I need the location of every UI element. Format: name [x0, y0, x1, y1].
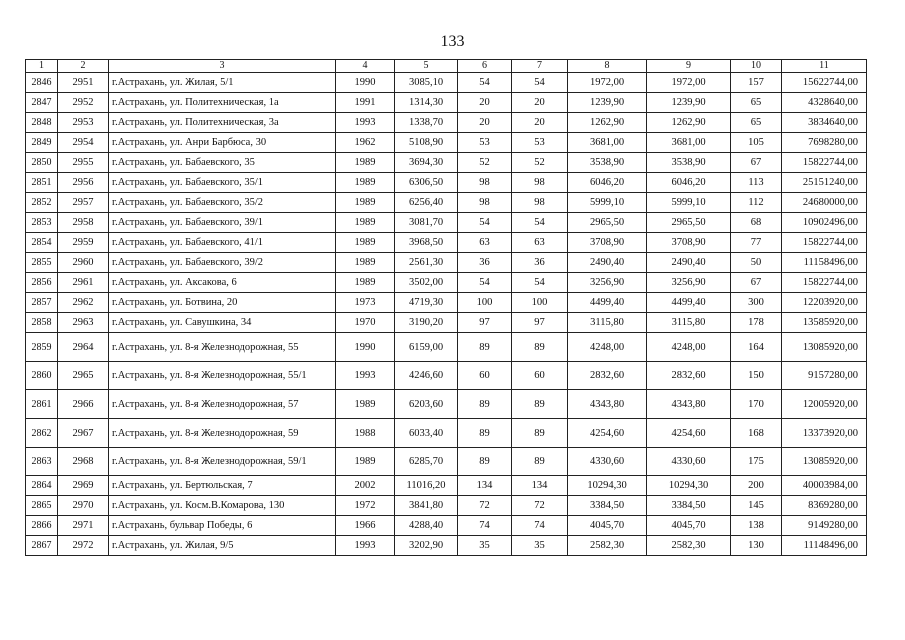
table-cell-col-8: 2582,30	[568, 536, 647, 556]
table-cell-col-4: 1989	[336, 193, 395, 213]
table-cell-col-6: 60	[458, 362, 512, 390]
table-cell-col-9: 3115,80	[647, 313, 731, 333]
housing-register-table	[25, 59, 867, 556]
table-cell-col-11: 40003984,00	[782, 476, 867, 496]
table-cell-col-10: 157	[731, 73, 782, 93]
table-cell-col-7: 89	[512, 390, 568, 419]
table-cell-col-8: 4045,70	[568, 516, 647, 536]
table-cell-col-6: 89	[458, 419, 512, 448]
table-cell-col-1: 2849	[26, 133, 58, 153]
table-cell-col-5: 3190,20	[395, 313, 458, 333]
table-cell-col-11: 9149280,00	[782, 516, 867, 536]
table-cell-col-1: 2854	[26, 233, 58, 253]
table-cell-col-1: 2847	[26, 93, 58, 113]
table-cell-col-6: 89	[458, 390, 512, 419]
table-cell-col-4: 1970	[336, 313, 395, 333]
table-cell-col-10: 178	[731, 313, 782, 333]
table-cell-col-2: 2968	[58, 448, 109, 476]
table-row	[26, 496, 867, 516]
table-cell-col-10: 300	[731, 293, 782, 313]
table-cell-col-4: 1989	[336, 273, 395, 293]
table-cell-col-7: 20	[512, 113, 568, 133]
table-cell-col-2: 2960	[58, 253, 109, 273]
table-cell-col-5: 4719,30	[395, 293, 458, 313]
table-cell-col-7: 89	[512, 419, 568, 448]
table-cell-col-9: 2965,50	[647, 213, 731, 233]
table-cell-col-9: 3256,90	[647, 273, 731, 293]
table-cell-col-10: 175	[731, 448, 782, 476]
table-cell-col-1: 2864	[26, 476, 58, 496]
table-cell-col-5: 3841,80	[395, 496, 458, 516]
table-cell-col-1: 2858	[26, 313, 58, 333]
table-row	[26, 362, 867, 390]
table-cell-col-7: 98	[512, 173, 568, 193]
table-cell-col-4: 1966	[336, 516, 395, 536]
column-header-9: 9	[647, 60, 731, 73]
table-cell-col-10: 170	[731, 390, 782, 419]
table-cell-col-5: 5108,90	[395, 133, 458, 153]
table-cell-col-7: 60	[512, 362, 568, 390]
table-row	[26, 516, 867, 536]
table-cell-col-5: 6033,40	[395, 419, 458, 448]
table-cell-col-9: 3384,50	[647, 496, 731, 516]
table-cell-col-2: 2966	[58, 390, 109, 419]
table-row	[26, 536, 867, 556]
table-row	[26, 113, 867, 133]
table-cell-col-10: 200	[731, 476, 782, 496]
table-cell-col-6: 74	[458, 516, 512, 536]
table-cell-col-6: 98	[458, 193, 512, 213]
table-cell-col-9: 4254,60	[647, 419, 731, 448]
table-cell-col-4: 1962	[336, 133, 395, 153]
table-cell-col-11: 3834640,00	[782, 113, 867, 133]
table-cell-col-7: 35	[512, 536, 568, 556]
table-cell-col-9: 3681,00	[647, 133, 731, 153]
column-header-7: 7	[512, 60, 568, 73]
table-cell-col-3: г.Астрахань, ул. Анри Барбюса, 30	[109, 133, 336, 153]
table-cell-col-8: 3256,90	[568, 273, 647, 293]
table-cell-col-6: 72	[458, 496, 512, 516]
table-cell-col-4: 1993	[336, 362, 395, 390]
table-row	[26, 253, 867, 273]
table-row	[26, 153, 867, 173]
table-cell-col-10: 65	[731, 113, 782, 133]
table-cell-col-3: г.Астрахань, ул. Жилая, 9/5	[109, 536, 336, 556]
table-cell-col-5: 4288,40	[395, 516, 458, 536]
table-row	[26, 173, 867, 193]
table-cell-col-2: 2967	[58, 419, 109, 448]
table-cell-col-8: 2965,50	[568, 213, 647, 233]
table-cell-col-7: 54	[512, 273, 568, 293]
table-cell-col-5: 6256,40	[395, 193, 458, 213]
table-cell-col-4: 1973	[336, 293, 395, 313]
table-cell-col-10: 112	[731, 193, 782, 213]
table-cell-col-3: г.Астрахань, ул. Бабаевского, 35/2	[109, 193, 336, 213]
table-cell-col-6: 20	[458, 113, 512, 133]
table-cell-col-9: 3708,90	[647, 233, 731, 253]
table-cell-col-2: 2958	[58, 213, 109, 233]
table-cell-col-6: 20	[458, 93, 512, 113]
table-cell-col-4: 1989	[336, 213, 395, 233]
table-cell-col-4: 2002	[336, 476, 395, 496]
table-cell-col-4: 1990	[336, 73, 395, 93]
table-cell-col-2: 2969	[58, 476, 109, 496]
table-cell-col-7: 63	[512, 233, 568, 253]
table-cell-col-4: 1989	[336, 390, 395, 419]
table-cell-col-1: 2846	[26, 73, 58, 93]
table-row	[26, 448, 867, 476]
table-cell-col-1: 2855	[26, 253, 58, 273]
table-cell-col-3: г.Астрахань, ул. Бертюльская, 7	[109, 476, 336, 496]
table-cell-col-7: 89	[512, 333, 568, 362]
table-cell-col-8: 5999,10	[568, 193, 647, 213]
table-cell-col-10: 65	[731, 93, 782, 113]
table-cell-col-1: 2866	[26, 516, 58, 536]
table-cell-col-2: 2970	[58, 496, 109, 516]
table-cell-col-2: 2971	[58, 516, 109, 536]
table-cell-col-11: 11148496,00	[782, 536, 867, 556]
table-cell-col-5: 2561,30	[395, 253, 458, 273]
table-cell-col-7: 72	[512, 496, 568, 516]
table-row	[26, 293, 867, 313]
table-row	[26, 273, 867, 293]
table-cell-col-5: 1314,30	[395, 93, 458, 113]
table-cell-col-2: 2953	[58, 113, 109, 133]
table-body	[26, 73, 867, 556]
table-cell-col-7: 53	[512, 133, 568, 153]
table-row	[26, 213, 867, 233]
table-cell-col-6: 97	[458, 313, 512, 333]
table-cell-col-6: 54	[458, 273, 512, 293]
table-cell-col-7: 54	[512, 73, 568, 93]
table-cell-col-7: 97	[512, 313, 568, 333]
table-cell-col-4: 1991	[336, 93, 395, 113]
table-cell-col-6: 63	[458, 233, 512, 253]
table-cell-col-3: г.Астрахань, ул. Бабаевского, 35	[109, 153, 336, 173]
table-row	[26, 476, 867, 496]
table-cell-col-2: 2957	[58, 193, 109, 213]
table-cell-col-6: 134	[458, 476, 512, 496]
table-cell-col-10: 77	[731, 233, 782, 253]
table-cell-col-5: 6306,50	[395, 173, 458, 193]
table-cell-col-3: г.Астрахань, ул. Бабаевского, 41/1	[109, 233, 336, 253]
table-cell-col-5: 3502,00	[395, 273, 458, 293]
table-cell-col-7: 134	[512, 476, 568, 496]
table-cell-col-9: 10294,30	[647, 476, 731, 496]
table-cell-col-7: 36	[512, 253, 568, 273]
table-cell-col-6: 100	[458, 293, 512, 313]
table-cell-col-3: г.Астрахань, ул. Косм.В.Комарова, 130	[109, 496, 336, 516]
table-cell-col-3: г.Астрахань, ул. Бабаевского, 35/1	[109, 173, 336, 193]
table-cell-col-9: 6046,20	[647, 173, 731, 193]
table-cell-col-6: 54	[458, 213, 512, 233]
table-cell-col-2: 2956	[58, 173, 109, 193]
table-row	[26, 233, 867, 253]
table-cell-col-3: г.Астрахань, ул. Жилая, 5/1	[109, 73, 336, 93]
table-cell-col-10: 113	[731, 173, 782, 193]
table-cell-col-8: 4254,60	[568, 419, 647, 448]
table-cell-col-11: 25151240,00	[782, 173, 867, 193]
table-cell-col-8: 4499,40	[568, 293, 647, 313]
table-row	[26, 73, 867, 93]
table-cell-col-10: 168	[731, 419, 782, 448]
table-cell-col-4: 1990	[336, 333, 395, 362]
table-cell-col-8: 1239,90	[568, 93, 647, 113]
table-cell-col-7: 20	[512, 93, 568, 113]
table-cell-col-9: 2582,30	[647, 536, 731, 556]
table-cell-col-3: г.Астрахань, ул. Бабаевского, 39/2	[109, 253, 336, 273]
table-cell-col-11: 15622744,00	[782, 73, 867, 93]
table-cell-col-3: г.Астрахань, ул. Политехническая, 1а	[109, 93, 336, 113]
table-cell-col-9: 1239,90	[647, 93, 731, 113]
table-cell-col-5: 6203,60	[395, 390, 458, 419]
table-cell-col-7: 100	[512, 293, 568, 313]
table-cell-col-7: 98	[512, 193, 568, 213]
table-cell-col-6: 53	[458, 133, 512, 153]
table-cell-col-7: 54	[512, 213, 568, 233]
table-cell-col-11: 7698280,00	[782, 133, 867, 153]
table-cell-col-11: 24680000,00	[782, 193, 867, 213]
table-cell-col-1: 2863	[26, 448, 58, 476]
page-number: 133	[440, 33, 465, 50]
column-header-4: 4	[336, 60, 395, 73]
table-row	[26, 193, 867, 213]
table-cell-col-6: 98	[458, 173, 512, 193]
table-cell-col-5: 3081,70	[395, 213, 458, 233]
table-cell-col-8: 4330,60	[568, 448, 647, 476]
column-header-6: 6	[458, 60, 512, 73]
table-cell-col-10: 105	[731, 133, 782, 153]
table-cell-col-2: 2954	[58, 133, 109, 153]
table-cell-col-9: 2832,60	[647, 362, 731, 390]
table-cell-col-9: 4045,70	[647, 516, 731, 536]
table-cell-col-7: 74	[512, 516, 568, 536]
table-cell-col-8: 3681,00	[568, 133, 647, 153]
table-cell-col-8: 3115,80	[568, 313, 647, 333]
table-row	[26, 419, 867, 448]
table-cell-col-11: 10902496,00	[782, 213, 867, 233]
table-cell-col-11: 15822744,00	[782, 153, 867, 173]
table-row	[26, 93, 867, 113]
table-cell-col-11: 13085920,00	[782, 448, 867, 476]
table-cell-col-1: 2862	[26, 419, 58, 448]
table-cell-col-9: 3538,90	[647, 153, 731, 173]
table-cell-col-4: 1989	[336, 153, 395, 173]
table-cell-col-2: 2959	[58, 233, 109, 253]
table-cell-col-3: г.Астрахань, ул. 8-я Железнодорожная, 57	[109, 390, 336, 419]
table-cell-col-11: 13585920,00	[782, 313, 867, 333]
table-cell-col-9: 1972,00	[647, 73, 731, 93]
table-cell-col-11: 11158496,00	[782, 253, 867, 273]
table-cell-col-3: г.Астрахань, ул. 8-я Железнодорожная, 55/1	[109, 362, 336, 390]
table-cell-col-9: 4330,60	[647, 448, 731, 476]
table-cell-col-9: 2490,40	[647, 253, 731, 273]
table-row	[26, 333, 867, 362]
table-cell-col-1: 2867	[26, 536, 58, 556]
table-cell-col-5: 6159,00	[395, 333, 458, 362]
table-cell-col-5: 1338,70	[395, 113, 458, 133]
column-header-11: 11	[782, 60, 867, 73]
table-cell-col-1: 2865	[26, 496, 58, 516]
table-cell-col-5: 11016,20	[395, 476, 458, 496]
table-cell-col-6: 52	[458, 153, 512, 173]
column-header-1: 1	[26, 60, 58, 73]
table-cell-col-9: 1262,90	[647, 113, 731, 133]
table-cell-col-1: 2853	[26, 213, 58, 233]
table-cell-col-11: 4328640,00	[782, 93, 867, 113]
table-cell-col-6: 89	[458, 333, 512, 362]
table-cell-col-2: 2964	[58, 333, 109, 362]
table-cell-col-1: 2856	[26, 273, 58, 293]
table-cell-col-7: 89	[512, 448, 568, 476]
table-cell-col-5: 6285,70	[395, 448, 458, 476]
table-cell-col-5: 3694,30	[395, 153, 458, 173]
table-cell-col-9: 4499,40	[647, 293, 731, 313]
table-cell-col-4: 1989	[336, 233, 395, 253]
table-cell-col-3: г.Астрахань, ул. Савушкина, 34	[109, 313, 336, 333]
table-cell-col-1: 2859	[26, 333, 58, 362]
table-cell-col-6: 35	[458, 536, 512, 556]
table-cell-col-10: 68	[731, 213, 782, 233]
table-cell-col-3: г.Астрахань, бульвар Победы, 6	[109, 516, 336, 536]
table-cell-col-11: 15822744,00	[782, 273, 867, 293]
table-cell-col-8: 4343,80	[568, 390, 647, 419]
table-cell-col-10: 164	[731, 333, 782, 362]
table-cell-col-4: 1993	[336, 536, 395, 556]
table-cell-col-11: 13373920,00	[782, 419, 867, 448]
table-cell-col-3: г.Астрахань, ул. Ботвина, 20	[109, 293, 336, 313]
column-header-8: 8	[568, 60, 647, 73]
table-cell-col-1: 2860	[26, 362, 58, 390]
table-cell-col-11: 15822744,00	[782, 233, 867, 253]
table-cell-col-10: 145	[731, 496, 782, 516]
table-cell-col-5: 3085,10	[395, 73, 458, 93]
table-cell-col-7: 52	[512, 153, 568, 173]
table-cell-col-10: 150	[731, 362, 782, 390]
table-cell-col-9: 4343,80	[647, 390, 731, 419]
table-cell-col-9: 4248,00	[647, 333, 731, 362]
table-cell-col-10: 67	[731, 153, 782, 173]
table-cell-col-1: 2857	[26, 293, 58, 313]
table-cell-col-1: 2861	[26, 390, 58, 419]
table-cell-col-3: г.Астрахань, ул. Аксакова, 6	[109, 273, 336, 293]
table-cell-col-9: 5999,10	[647, 193, 731, 213]
table-cell-col-6: 36	[458, 253, 512, 273]
table-cell-col-5: 3968,50	[395, 233, 458, 253]
column-header-5: 5	[395, 60, 458, 73]
table-cell-col-1: 2848	[26, 113, 58, 133]
table-cell-col-8: 1972,00	[568, 73, 647, 93]
table-cell-col-4: 1989	[336, 173, 395, 193]
table-cell-col-3: г.Астрахань, ул. 8-я Железнодорожная, 59	[109, 419, 336, 448]
table-cell-col-4: 1972	[336, 496, 395, 516]
table-cell-col-3: г.Астрахань, ул. 8-я Железнодорожная, 59/1	[109, 448, 336, 476]
table-cell-col-3: г.Астрахань, ул. Бабаевского, 39/1	[109, 213, 336, 233]
table-cell-col-10: 130	[731, 536, 782, 556]
table-cell-col-3: г.Астрахань, ул. 8-я Железнодорожная, 55	[109, 333, 336, 362]
table-cell-col-6: 89	[458, 448, 512, 476]
table-row	[26, 133, 867, 153]
column-header-3: 3	[109, 60, 336, 73]
table-cell-col-2: 2955	[58, 153, 109, 173]
table-cell-col-8: 4248,00	[568, 333, 647, 362]
table-cell-col-8: 2832,60	[568, 362, 647, 390]
table-cell-col-2: 2965	[58, 362, 109, 390]
table-cell-col-8: 6046,20	[568, 173, 647, 193]
table-cell-col-2: 2972	[58, 536, 109, 556]
column-header-2: 2	[58, 60, 109, 73]
table-cell-col-2: 2962	[58, 293, 109, 313]
table-cell-col-11: 8369280,00	[782, 496, 867, 516]
table-cell-col-8: 3708,90	[568, 233, 647, 253]
table-cell-col-6: 54	[458, 73, 512, 93]
table-cell-col-10: 138	[731, 516, 782, 536]
table-cell-col-1: 2852	[26, 193, 58, 213]
table-cell-col-10: 67	[731, 273, 782, 293]
table-cell-col-1: 2850	[26, 153, 58, 173]
table-cell-col-8: 10294,30	[568, 476, 647, 496]
table-cell-col-4: 1989	[336, 448, 395, 476]
table-cell-col-3: г.Астрахань, ул. Политехническая, 3а	[109, 113, 336, 133]
table-cell-col-2: 2963	[58, 313, 109, 333]
table-cell-col-11: 12203920,00	[782, 293, 867, 313]
table-cell-col-4: 1988	[336, 419, 395, 448]
table-cell-col-2: 2952	[58, 93, 109, 113]
table-cell-col-2: 2961	[58, 273, 109, 293]
table-cell-col-4: 1989	[336, 253, 395, 273]
table-cell-col-11: 12005920,00	[782, 390, 867, 419]
table-cell-col-2: 2951	[58, 73, 109, 93]
table-cell-col-11: 9157280,00	[782, 362, 867, 390]
table-cell-col-5: 4246,60	[395, 362, 458, 390]
table-cell-col-8: 3384,50	[568, 496, 647, 516]
table-row	[26, 313, 867, 333]
table-cell-col-8: 3538,90	[568, 153, 647, 173]
table-cell-col-10: 50	[731, 253, 782, 273]
column-header-10: 10	[731, 60, 782, 73]
table-cell-col-8: 2490,40	[568, 253, 647, 273]
table-cell-col-8: 1262,90	[568, 113, 647, 133]
table-cell-col-1: 2851	[26, 173, 58, 193]
table-cell-col-11: 13085920,00	[782, 333, 867, 362]
table-cell-col-4: 1993	[336, 113, 395, 133]
table-cell-col-5: 3202,90	[395, 536, 458, 556]
header-row	[26, 60, 867, 73]
table-row	[26, 390, 867, 419]
